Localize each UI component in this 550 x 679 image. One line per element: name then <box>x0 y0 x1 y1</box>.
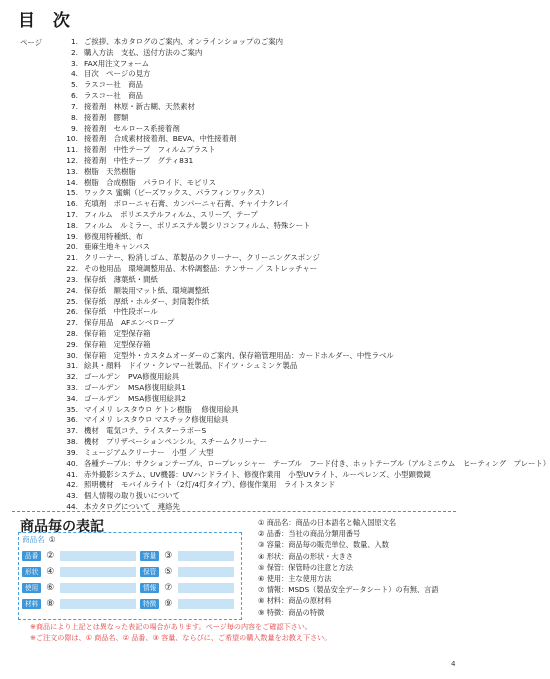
toc-item-text: 本カタログについて 連絡先 <box>84 501 180 511</box>
toc-item-text: 保存箱 定型保存箱 <box>84 339 151 349</box>
spec-bar <box>178 551 234 561</box>
toc-item-text: 照明機材 モバイルライト（2灯/4灯タイプ）、修復作業用 ライトスタンド <box>84 480 336 490</box>
spec-bar <box>60 551 136 561</box>
toc-item-text: 保存紙 中性段ボール <box>84 307 158 317</box>
toc-item-text: ミュージアムクリーナー 小型 ／ 大型 <box>84 447 214 457</box>
toc-item-text: 目次 ページの見方 <box>84 69 151 79</box>
toc-item-text: 充填剤 ボローニャ石膏、カンパーニャ石膏、チャイナクレイ <box>84 199 290 209</box>
toc-item-number: 33. <box>66 383 78 392</box>
spec-right-row-2 <box>140 566 172 578</box>
toc-item-text: 接着剤 林原・新古糊、天然素材 <box>84 101 195 111</box>
toc-page-prefix: ページ <box>20 38 43 47</box>
toc-item-text: ラスコー社 商品 <box>84 91 143 101</box>
spec-bar-row-4 <box>60 598 136 610</box>
toc-item-text: FAX用注文フォーム <box>84 58 150 68</box>
toc-item-number: 20. <box>66 242 78 252</box>
product-name-text: 商品名 <box>22 535 45 544</box>
toc-item-text: 赤外撮影システム、UV機器：UVハンドライト、修復作業用 小型UVライト、ルーペレンズ、小型顕微鏡 <box>84 469 431 479</box>
spec-bar <box>178 567 234 577</box>
toc-item-number: 39. <box>66 447 78 457</box>
legend-item: ③ 容量：商品毎の販売単位、数量、入数 <box>258 540 389 550</box>
spec-marker: ⑥ <box>46 583 55 593</box>
spec-bar <box>178 583 234 593</box>
legend-item: ② 品番：当社の商品分類用番号 <box>258 529 361 539</box>
notation-legend <box>258 517 439 618</box>
legend-item: ⑤ 保管：保管時の注意と方法 <box>258 562 353 572</box>
toc-item-number: 38. <box>66 437 78 447</box>
spec-marker: ② <box>46 551 55 561</box>
toc-item-text: マイメリ レスタウロ ケトン樹脂 修復用絵具 <box>84 404 239 414</box>
toc-item-text: フィルム ポリエステルフィルム、スリーブ、テープ <box>84 210 258 219</box>
note-2: ※ご注文の際は、① 商品名、② 品番、③ 容量、ならびに、ご希望の購入数量をお教え下さい。 <box>30 633 332 642</box>
toc-item-number: 3. <box>70 58 78 68</box>
spec-right-bar-1 <box>178 550 234 562</box>
toc-item-number: 44. <box>66 501 78 511</box>
toc-item-text: 機材 電気コテ、ライスターラボーS <box>84 426 207 436</box>
toc-item-number: 4. <box>70 69 78 79</box>
spec-tag: 形状 <box>22 567 41 577</box>
toc-item-text: 接着剤 膠類 <box>84 112 129 122</box>
section-divider <box>12 511 456 512</box>
toc-title: 目 次 <box>18 11 76 31</box>
toc-item-number: 14. <box>66 177 78 187</box>
toc-item-text: ゴールデン MSA修復用絵具2 <box>84 393 186 403</box>
toc-item-text: ゴールデン PVA修復用絵具 <box>84 372 180 382</box>
spec-right-row-4 <box>140 598 172 610</box>
spec-right-row-1 <box>140 550 172 562</box>
spec-tag: 特徴 <box>140 599 159 609</box>
legend-item: ⑦ 情報：MSDS（製品安全データシート）の有無、言語 <box>258 585 439 595</box>
toc-item-number: 28. <box>66 328 78 338</box>
toc-item-number: 1. <box>70 37 78 46</box>
spec-marker: ③ <box>164 551 173 561</box>
toc-item-number: 23. <box>66 274 78 284</box>
toc-item-text: 樹脂 合成樹脂 パラロイド、モビリス <box>84 177 216 187</box>
toc-item-text: マイメリ レスタウロ マスチック修復用絵具 <box>84 415 229 425</box>
toc-item-text: クリーナー、粉消しゴム、革製品のクリーナー、クリーニングスポンジ <box>84 253 320 263</box>
toc-item-number: 29. <box>66 339 78 349</box>
spec-right-row-3 <box>140 582 172 594</box>
spec-bar <box>60 599 136 609</box>
toc-item-text: 機材 プリザベーションペンシル、スチームクリーナー <box>84 437 267 447</box>
toc-item-text: ゴールデン MSA修復用絵具1 <box>84 383 186 392</box>
toc-item-number: 32. <box>66 372 78 382</box>
toc-item-number: 37. <box>66 426 78 436</box>
toc-item-number: 43. <box>66 491 78 501</box>
toc-item-number: 11. <box>66 145 78 155</box>
toc-item-number: 6. <box>70 91 78 101</box>
toc-item-number: 5. <box>70 80 78 90</box>
spec-tag: 材料 <box>22 599 41 609</box>
toc-item-text: ワックス 蜜蝋（ビーズワックス、パラフィンワックス） <box>84 188 269 198</box>
toc-item-number: 7. <box>70 101 78 111</box>
toc-item-number: 25. <box>66 296 78 306</box>
toc-item-number: 26. <box>66 307 78 317</box>
notation-title: 商品毎の表記 <box>20 519 104 535</box>
toc-item-text: 個人情報の取り扱いについて <box>84 491 180 501</box>
spec-right-bar-4 <box>178 598 234 610</box>
spec-bar <box>60 583 136 593</box>
toc-item-text: 樹脂 天然樹脂 <box>84 166 136 176</box>
toc-item-number: 8. <box>70 112 78 122</box>
spec-tag: 使用 <box>22 583 41 593</box>
toc-item-number: 9. <box>70 123 78 133</box>
toc-item-number: 10. <box>66 134 78 144</box>
toc-item-text: フィルム ルミラー、ポリエステル製シリコンフィルム、特殊シート <box>84 220 311 230</box>
spec-marker: ④ <box>46 567 55 577</box>
toc-item-number: 27. <box>66 318 78 328</box>
product-name-label <box>22 534 56 545</box>
spec-row-1 <box>22 550 54 562</box>
spec-bar-row-2 <box>60 566 136 578</box>
toc-item-number: 18. <box>66 220 78 230</box>
toc-item-number: 40. <box>66 458 78 468</box>
toc-item-number: 22. <box>66 264 78 274</box>
toc-item-number: 17. <box>66 210 78 219</box>
page-number: 4 <box>451 660 456 668</box>
toc-item-number: 19. <box>66 231 78 241</box>
toc-item-text: 各種テーブル：サクションテーブル、ロープレッシャー テーブル フード付き、ホットテーブル（アルミニウム ヒーティング プレート） <box>84 458 550 468</box>
toc-item-text: 購入方法 支払、送付方法のご案内 <box>84 47 203 57</box>
spec-row-2 <box>22 566 54 578</box>
toc-item-text: 保存箱 定型外・カスタムオーダーのご案内、保存箱管理用品：カードホルダー、中性ラベル <box>84 350 394 360</box>
toc-item-text: ご挨拶、本カタログのご案内、オンラインショップのご案内 <box>84 37 283 46</box>
spec-marker: ⑤ <box>164 567 173 577</box>
toc-item-text: 保存紙 薄葉紙・間紙 <box>84 274 158 284</box>
spec-row-3 <box>22 582 54 594</box>
toc-item-text: 接着剤 セルロース系接着剤 <box>84 123 180 133</box>
spec-bar-row-3 <box>60 582 136 594</box>
toc-item-text: その他用品 環境調整用品、木枠調整品：テンサー ／ ストレッチャー <box>84 264 318 274</box>
toc-item-text: 保存紙 額装用マット紙、環境調整紙 <box>84 285 210 295</box>
note-1: ※商品により上記とは異なった表記の場合があります。ページ毎の内容をご確認下さい。 <box>30 622 312 631</box>
toc-item-text: 保存箱 定型保存箱 <box>84 328 151 338</box>
legend-item: ④ 形状：商品の形状・大きさ <box>258 551 353 561</box>
spec-bar-row-1 <box>60 550 136 562</box>
spec-tag: 情報 <box>140 583 159 593</box>
spec-marker: ⑦ <box>164 583 173 593</box>
toc-item-text: ラスコー社 商品 <box>84 80 143 90</box>
toc-item-number: 36. <box>66 415 78 425</box>
toc-item-number: 31. <box>66 361 78 371</box>
toc-item-number: 35. <box>66 404 78 414</box>
spec-tag: 品番 <box>22 551 41 561</box>
toc-item-number: 12. <box>66 155 78 165</box>
toc-item-text: 保存用品 AFエンベロープ <box>84 318 175 328</box>
spec-bar <box>60 567 136 577</box>
toc-item-number: 21. <box>66 253 78 263</box>
toc-item-text: 保存紙 厚紙・ホルダー、封筒製作紙 <box>84 296 210 306</box>
toc-item-number: 34. <box>66 393 78 403</box>
toc-item-number: 30. <box>66 350 78 360</box>
toc-item-text: 接着剤 中性テープ フィルムプラスト <box>84 145 216 155</box>
spec-marker: ⑧ <box>46 599 55 609</box>
toc-item-number: 24. <box>66 285 78 295</box>
spec-tag: 容量 <box>140 551 159 561</box>
toc-item-number: 13. <box>66 166 78 176</box>
spec-bar <box>178 599 234 609</box>
toc-item-number: 2. <box>70 47 78 57</box>
product-name-marker: ① <box>48 535 56 544</box>
legend-item: ⑨ 特徴：商品の特徴 <box>258 607 325 617</box>
spec-row-4 <box>22 598 54 610</box>
toc-item-text: 絵具・顔料 ドイツ・クレマー社製品、ドイツ・シュミンケ製品 <box>84 361 298 371</box>
toc-item-number: 15. <box>66 188 78 198</box>
toc-item-text: 接着剤 中性テープ グティ831 <box>84 155 194 165</box>
spec-right-bar-2 <box>178 566 234 578</box>
toc-item-text: 接着剤 合成素材接着剤、BEVA、中性接着剤 <box>84 134 237 144</box>
legend-item: ① 商品名：商品の日本語名と輸入国原文名 <box>258 518 397 527</box>
toc-item-number: 41. <box>66 469 78 479</box>
toc-item-text: 亜麻生地キャンバス <box>84 242 150 252</box>
legend-item: ⑥ 使用：主な使用方法 <box>258 573 332 583</box>
spec-right-bar-3 <box>178 582 234 594</box>
spec-marker: ⑨ <box>164 599 173 609</box>
toc-item-number: 16. <box>66 199 78 209</box>
spec-tag: 保管 <box>140 567 159 577</box>
toc-item-text: 修復用特種紙、布 <box>84 231 144 241</box>
legend-item: ⑧ 材料：商品の原材料 <box>258 596 332 606</box>
toc-item-number: 42. <box>66 480 78 490</box>
